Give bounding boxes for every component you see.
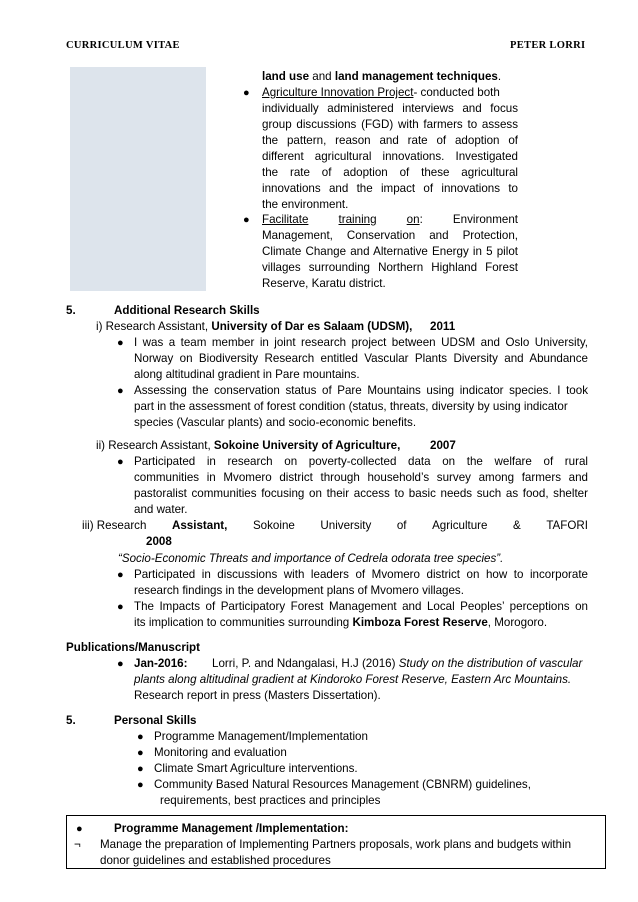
r3-word: Agriculture bbox=[432, 519, 488, 532]
b1-line-2: individually administered interviews and focus bbox=[262, 102, 518, 115]
skill-item: Community Based Natural Resources Management (CBNRM) guidelines, bbox=[154, 778, 531, 791]
bullet-icon: ● bbox=[243, 87, 250, 99]
r3-quote: “Socio-Economic Threats and importance of Cedrela odorata tree species”. bbox=[118, 552, 504, 565]
r2-heading bbox=[96, 438, 400, 454]
r1-b2-line-3: species (Vascular plants) and socio-economic benefits. bbox=[134, 416, 417, 429]
skill-item: Programme Management/Implementation bbox=[154, 730, 368, 743]
r1-b2-line-2: part in the assessment of forest condition (status, threats, diversity by using indicator bbox=[134, 400, 568, 413]
land-management-text: land management techniques bbox=[334, 70, 498, 83]
r2-b1-line-4: and water. bbox=[134, 503, 188, 516]
bullet-icon: ● bbox=[137, 747, 144, 759]
r3-b2-line-1: The Impacts of Participatory Forest Management and Local Peoples’ perceptions on bbox=[134, 600, 588, 613]
b2-line-1 bbox=[262, 212, 518, 228]
morogoro-text: , Morogoro. bbox=[487, 616, 548, 629]
r2-org: Sokoine University of Agriculture, bbox=[213, 439, 401, 452]
r3-year: 2008 bbox=[146, 535, 172, 548]
publications-title: Publications/Manuscript bbox=[66, 641, 200, 654]
personal-section-title: Personal Skills bbox=[114, 714, 197, 727]
box-line-1: Manage the preparation of Implementing Partners proposals, work plans and budgets within bbox=[100, 838, 572, 851]
b2-line-3: Climate Change and Alternative Energy in 5 pilot bbox=[262, 245, 518, 258]
b2-line-2: Management, Conservation and Protection, bbox=[262, 229, 518, 242]
b1-line-1 bbox=[262, 85, 518, 101]
b1-line-3: group discussions (FGD) with farmers to assess bbox=[262, 118, 518, 131]
training-word: training bbox=[338, 213, 377, 226]
r1-prefix: i) Research Assistant, bbox=[96, 320, 212, 333]
section-number: 5. bbox=[66, 304, 76, 317]
r1-org: University of Dar es Salaam (UDSM), bbox=[211, 320, 413, 333]
bullet-icon: ● bbox=[117, 456, 124, 468]
r1-b1-line-3: along altitudinal gradient in Pare mountains. bbox=[134, 368, 360, 381]
bullet-icon: ● bbox=[76, 823, 83, 835]
r1-b2-line-1: Assessing the conservation status of Pare Mountains using indicator species. I took bbox=[134, 384, 588, 397]
r3-word: & bbox=[513, 519, 521, 532]
bullet-icon: ● bbox=[137, 763, 144, 775]
r2-year: 2007 bbox=[430, 439, 456, 452]
header-right: PETER LORRI bbox=[510, 40, 586, 51]
b2-line-5: Reserve, Karatu district. bbox=[262, 277, 386, 290]
publication-line-3: Research report in press (Masters Dissertation). bbox=[134, 689, 381, 702]
r3-heading bbox=[82, 518, 588, 534]
bullet-icon: ● bbox=[117, 601, 124, 613]
bullet-icon: ● bbox=[117, 337, 124, 349]
bullet-icon: ● bbox=[117, 658, 124, 670]
top-line-0 bbox=[262, 69, 501, 85]
r3-word: Sokoine bbox=[252, 519, 295, 532]
bullet-icon: ● bbox=[243, 214, 250, 226]
colon: : bbox=[419, 213, 423, 226]
box-line-2: donor guidelines and established procedures bbox=[100, 854, 331, 867]
publication-line-1 bbox=[212, 656, 582, 672]
publication-date: Jan-2016: bbox=[134, 657, 188, 670]
b1-rest: - conducted both bbox=[413, 86, 500, 99]
r1-year: 2011 bbox=[430, 320, 456, 333]
r2-b1-line-3: pastoralist communities focusing on their access to basic needs such as food, shelter bbox=[134, 487, 588, 500]
bullet-icon: ● bbox=[137, 731, 144, 743]
r3-word: Assistant, bbox=[171, 519, 228, 532]
land-use-text: land use bbox=[262, 70, 310, 83]
r3-b2-line-2 bbox=[134, 615, 547, 631]
box-title: Programme Management /Implementation: bbox=[114, 822, 349, 835]
r3-b1-line-2: research findings in the development plans of Mvomero villages. bbox=[134, 584, 464, 597]
b1-line-4: the pattern, reason and rate of adoption of bbox=[262, 134, 518, 147]
skill-item: Climate Smart Agriculture interventions. bbox=[154, 762, 358, 775]
period-text: . bbox=[497, 70, 502, 83]
agri-innovation-title: Agriculture Innovation Project bbox=[262, 86, 414, 99]
and-text: and bbox=[309, 70, 335, 83]
b1-line-6: the rate of adoption of these agricultural bbox=[262, 166, 518, 179]
skill-item-continuation: requirements, best practices and principles bbox=[160, 794, 381, 807]
skill-item: Monitoring and evaluation bbox=[154, 746, 287, 759]
r2-b1-line-1: Participated in research on poverty-collected data on the welfare of rural bbox=[134, 455, 588, 468]
b1-line-5: different agricultural innovations. Investigated bbox=[262, 150, 518, 163]
personal-section-number: 5. bbox=[66, 714, 76, 727]
r3-b2-text: its implication to communities surrounding bbox=[134, 616, 353, 629]
section-title: Additional Research Skills bbox=[114, 304, 260, 317]
kimboza-text: Kimboza Forest Reserve bbox=[352, 616, 488, 629]
bullet-icon: ● bbox=[137, 779, 144, 791]
header-left: CURRICULUM VITAE bbox=[66, 40, 180, 51]
bullet-icon: ● bbox=[117, 569, 124, 581]
negation-mark-icon: ¬ bbox=[74, 838, 81, 851]
pub-title-part: Study on the distribution of vascular bbox=[398, 657, 583, 670]
facilitate-word: Facilitate bbox=[262, 213, 309, 226]
r2-b1-line-2: communities in Mvomero district through household’s survey among farmers and bbox=[134, 471, 588, 484]
on-word: on bbox=[406, 213, 420, 226]
publication-line-2: plants along altitudinal gradient at Kindoroko Forest Reserve, Eastern Arc Mountains. bbox=[134, 673, 572, 686]
b1-line-7: innovations and the impact of innovations to bbox=[262, 182, 518, 195]
r2-prefix: ii) Research Assistant, bbox=[96, 439, 214, 452]
b2-line-4: villages surrounding Northern Highland Forest bbox=[262, 261, 518, 274]
pub-authors: Lorri, P. and Ndangalasi, H.J (2016) bbox=[212, 657, 399, 670]
b1-line-8: the environment. bbox=[262, 198, 349, 211]
r1-b1-line-2: Norway on Biodiversity Research entitled Vascular Plants Diversity and Abundance bbox=[134, 352, 588, 365]
r3-word: iii) Research bbox=[82, 519, 147, 532]
r1-heading bbox=[96, 319, 412, 335]
environment-word: Environment bbox=[452, 213, 518, 226]
r3-word: TAFORI bbox=[546, 519, 588, 532]
r1-b1-line-1: I was a team member in joint research project between UDSM and Oslo University, bbox=[134, 336, 588, 349]
bullet-icon: ● bbox=[117, 385, 124, 397]
photo-placeholder bbox=[70, 67, 206, 291]
r3-b1-line-1: Participated in discussions with leaders of Mvomero district on how to incorporate bbox=[134, 568, 588, 581]
r3-word: University bbox=[320, 519, 372, 532]
r3-word: of bbox=[396, 519, 407, 532]
